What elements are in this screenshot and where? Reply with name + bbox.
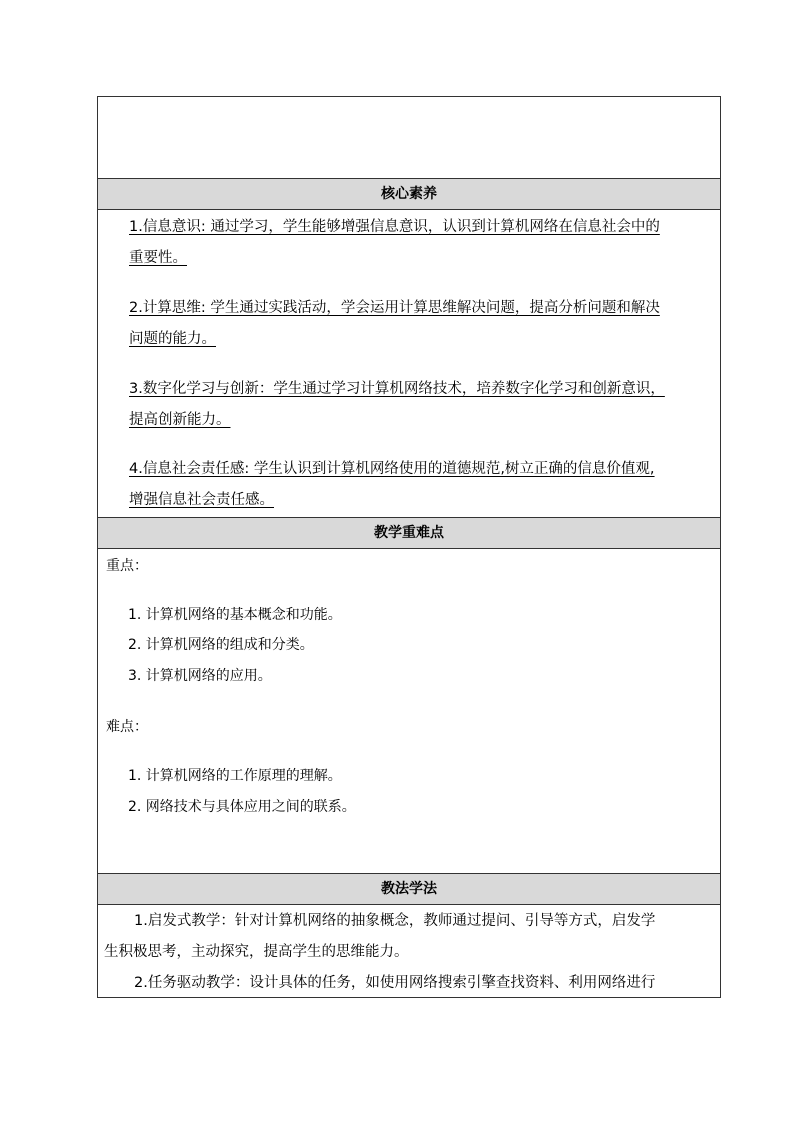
difficult-label: 难点： (106, 719, 148, 735)
core-item-1 (129, 212, 719, 274)
core-item-3 (129, 374, 719, 436)
core-item-2-line1: 2.计算思维: 学生通过实践活动，学会运用计算思维解决问题，提高分析问题和解决 (129, 300, 660, 316)
methods-header: 教法学法 (98, 873, 720, 905)
core-item-3-line1: 3.数字化学习与创新：学生通过学习计算机网络技术，培养数字化学习和创新意识， (129, 381, 665, 397)
key-label: 重点： (106, 558, 148, 574)
core-item-3-line2: 提高创新能力。 (129, 412, 231, 428)
core-item-1-line1: 1.信息意识: 通过学习，学生能够增强信息意识，认识到计算机网络在信息社会中的 (129, 219, 660, 235)
key-item-2: 2. 计算机网络的组成和分类。 (128, 637, 314, 653)
difficult-item-1: 1. 计算机网络的工作原理的理解。 (128, 768, 342, 784)
key-item-1: 1. 计算机网络的基本概念和功能。 (128, 607, 342, 623)
methods-body (98, 906, 720, 999)
difficult-item-2: 2. 网络技术与具体应用之间的联系。 (128, 799, 356, 815)
core-item-1-line2: 重要性。 (129, 250, 187, 266)
methods-p2-line1: 2.任务驱动教学：设计具体的任务，如使用网络搜索引擎查找资料、利用网络进行 (134, 975, 656, 991)
core-item-2 (129, 293, 719, 355)
core-item-4 (129, 454, 719, 516)
empty-top-cell (98, 97, 720, 179)
core-item-4-line1: 4.信息社会责任感: 学生认识到计算机网络使用的道德规范,树立正确的信息价值观, (129, 461, 655, 477)
core-item-2-line2: 问题的能力。 (129, 331, 216, 347)
core-item-4-line2: 增强信息社会责任感。 (129, 492, 274, 508)
key-item-3: 3. 计算机网络的应用。 (128, 668, 272, 684)
core-literacy-header: 核心素养 (98, 178, 720, 210)
key-points-header: 教学重难点 (98, 517, 720, 549)
lesson-plan-table (97, 96, 721, 998)
methods-p1-line1: 1.启发式教学：针对计算机网络的抽象概念，教师通过提问、引导等方式，启发学 (134, 913, 656, 929)
methods-p1-line2: 生积极思考，主动探究，提高学生的思维能力。 (104, 944, 409, 960)
